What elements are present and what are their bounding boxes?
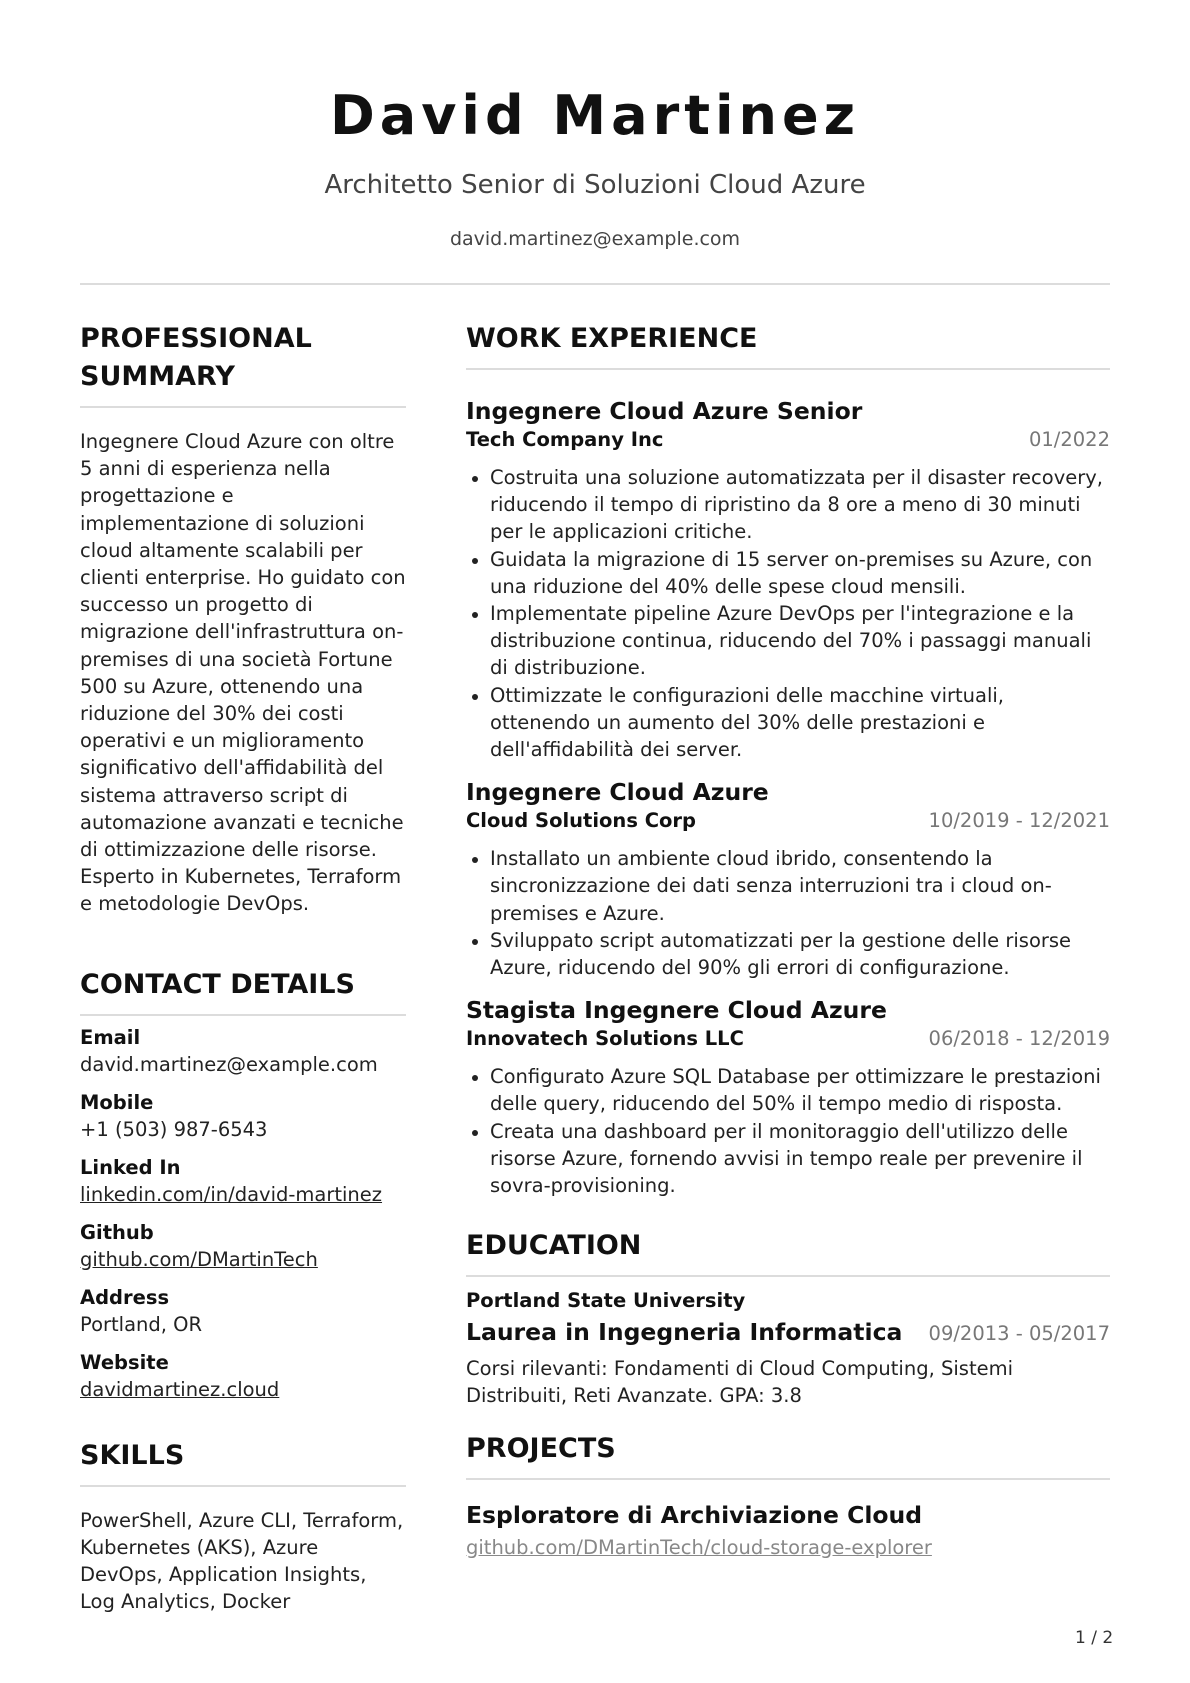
contact-label-github: Github (80, 1220, 154, 1244)
contact-heading: CONTACT DETAILS (80, 968, 355, 1000)
job-bullets (466, 464, 1110, 763)
section-divider (80, 406, 406, 408)
contact-address: Portland, OR (80, 1312, 203, 1336)
education-description: Corsi rilevanti: Fondamenti di Cloud Computing, Sistemi Distribuiti, Reti Avanzate. GPA: 3.8 (466, 1357, 1013, 1408)
job-title: Ingegnere Cloud Azure (466, 778, 769, 807)
projects-section (466, 1430, 1110, 1562)
right-column (466, 320, 1110, 1562)
education-section (466, 1227, 1110, 1409)
contact-mobile[interactable]: +1 (503) 987-6543 (80, 1117, 268, 1141)
work-heading: WORK EXPERIENCE (466, 323, 758, 354)
contact-label-email: Email (80, 1025, 141, 1049)
header-divider (80, 283, 1110, 285)
list-item: Installato un ambiente cloud ibrido, consentendo la sincronizzazione dei dati senza interruzioni tra i cloud on-premises e Azure. (466, 845, 1110, 927)
summary-heading: PROFESSIONAL SUMMARY (80, 323, 312, 392)
section-divider (466, 1275, 1110, 1277)
skills-text: PowerShell, Azure CLI, Terraform, Kubernetes (AKS), Azure DevOps, Application Insights, Log Analytics, Docker (80, 1508, 404, 1614)
education-date: 09/2013 - 05/2017 (928, 1322, 1110, 1346)
list-item: Configurato Azure SQL Database per ottimizzare le prestazioni delle query, riducendo del 50% il tempo medio di risposta. (466, 1063, 1110, 1117)
education-heading: EDUCATION (466, 1230, 642, 1262)
section-divider (466, 368, 1110, 370)
job-bullets (466, 1063, 1110, 1199)
skills-section (80, 1437, 406, 1616)
job-title: Stagista Ingegnere Cloud Azure (466, 996, 887, 1025)
work-section (466, 320, 1110, 1199)
contact-label-mobile: Mobile (80, 1090, 154, 1114)
list-item: Sviluppato script automatizzati per la gestione delle risorse Azure, riducendo del 90% gli errori di configurazione. (466, 927, 1110, 981)
contact-linkedin-link[interactable]: linkedin.com/in/david-martinez (80, 1182, 383, 1206)
contact-label-linkedin: Linked In (80, 1155, 181, 1179)
education-degree: Laurea in Ingegneria Informatica (466, 1318, 903, 1347)
job-company: Cloud Solutions Corp (466, 809, 696, 833)
list-item: Guidata la migrazione di 15 server on-premises su Azure, con una riduzione del 40% delle spese cloud mensili. (466, 546, 1110, 600)
list-item: Creata una dashboard per il monitoraggio dell'utilizzo delle risorse Azure, fornendo avvisi in tempo reale per prevenire il sovra-provisioning. (466, 1118, 1110, 1200)
candidate-title: Architetto Senior di Soluzioni Cloud Azure (324, 170, 866, 200)
summary-section (80, 320, 406, 918)
job-date: 06/2018 - 12/2019 (928, 1027, 1110, 1051)
skills-heading: SKILLS (80, 1439, 185, 1471)
list-item: Ottimizzate le configurazioni delle macchine virtuali, ottenendo un aumento del 30% delle prestazioni e dell'affidabilità dei server. (466, 682, 1110, 764)
job-date: 10/2019 - 12/2021 (928, 809, 1110, 833)
job-entry (466, 995, 1110, 1199)
section-divider (80, 1485, 406, 1487)
job-company: Innovatech Solutions LLC (466, 1027, 744, 1051)
left-column (80, 320, 406, 1615)
job-company: Tech Company Inc (466, 428, 664, 451)
job-entry (466, 777, 1110, 981)
list-item: Costruita una soluzione automatizzata per il disaster recovery, riducendo il tempo di ripristino da 8 ore a meno di 30 minuti per le applicazioni critiche. (466, 464, 1110, 546)
contact-website-link[interactable]: davidmartinez.cloud (80, 1377, 280, 1401)
contact-label-address: Address (80, 1285, 170, 1309)
list-item: Implementate pipeline Azure DevOps per l'integrazione e la distribuzione continua, riducendo del 70% i passaggi manuali di distribuzione. (466, 600, 1110, 682)
header-email[interactable]: david.martinez@example.com (449, 228, 741, 250)
candidate-name: David Martinez (329, 84, 861, 147)
contact-github-link[interactable]: github.com/DMartinTech (80, 1247, 318, 1271)
project-title: Esploratore di Archiviazione Cloud (466, 1500, 923, 1529)
job-entry (466, 396, 1110, 763)
project-link[interactable]: github.com/DMartinTech/cloud-storage-explorer (466, 1535, 932, 1559)
job-bullets (466, 845, 1110, 981)
contact-email[interactable]: david.martinez@example.com (80, 1052, 378, 1076)
education-school: Portland State University (466, 1289, 746, 1313)
section-divider (80, 1014, 406, 1016)
summary-text: Ingegnere Cloud Azure con oltre 5 anni di esperienza nella progettazione e implementazione di soluzioni cloud altamente scalabili per clienti enterprise. Ho guidato con successo un progetto di migrazione dell'infrastruttura on-premises di una società Fortune 500 su Azure, ottenendo una riduzione del 30% dei costi operativi e un miglioramento significativo dell'affidabilità del sistema attraverso script di automazione avanzati e tecniche di ottimizzazione delle risorse. Esperto in Kubernetes, Terraform e metodologie DevOps. (80, 430, 406, 916)
job-date: 01/2022 (1028, 428, 1110, 451)
contact-label-website: Website (80, 1350, 169, 1374)
projects-heading: PROJECTS (466, 1432, 616, 1464)
section-divider (466, 1478, 1110, 1480)
page-number: 1 / 2 (1075, 1628, 1114, 1648)
contact-section (80, 966, 406, 1403)
job-title: Ingegnere Cloud Azure Senior (466, 397, 863, 425)
